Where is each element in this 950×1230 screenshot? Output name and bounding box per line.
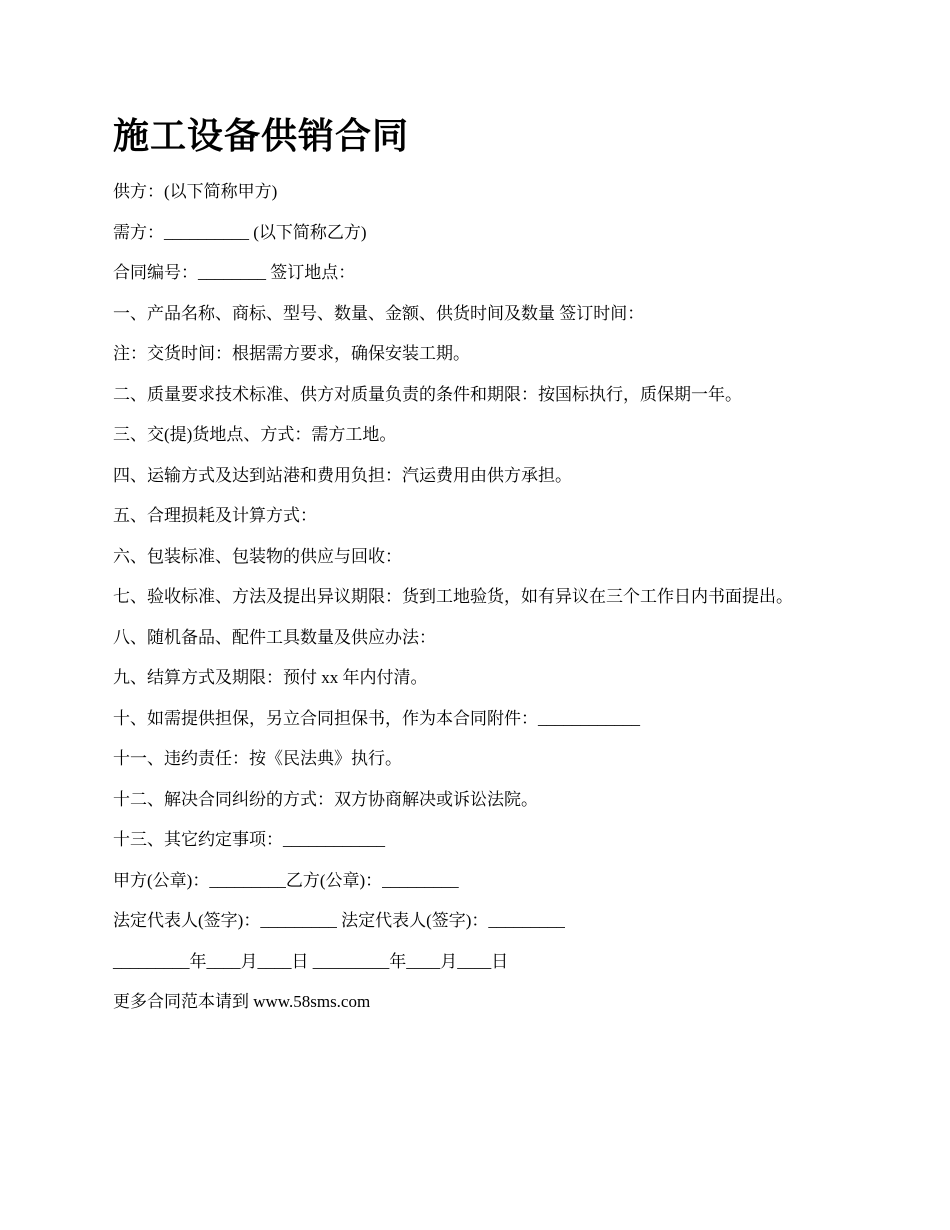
party-seals-line: 甲方(公章)：_________乙方(公章)：_________ — [113, 870, 459, 890]
clause-11-liability: 十一、违约责任：按《民法典》执行。 — [113, 749, 402, 768]
clause-7-acceptance: 七、验收标准、方法及提出异议期限：货到工地验货，如有异议在三个工作日内书面提出。 — [113, 587, 793, 606]
clause-3-delivery-place: 三、交(提)货地点、方式：需方工地。 — [113, 425, 397, 444]
document-title: 施工设备供销合同 — [113, 116, 410, 156]
clause-4-transport: 四、运输方式及达到站港和费用负担：汽运费用由供方承担。 — [113, 465, 572, 485]
clause-2-quality: 二、质量要求技术标准、供方对质量负责的条件和期限：按国标执行，质保期一年。 — [113, 384, 742, 404]
clause-5-loss: 五、合理损耗及计算方式： — [113, 506, 317, 525]
clause-12-disputes: 十二、解决合同纠纷的方式：双方协商解决或诉讼法院。 — [113, 789, 538, 809]
representative-signatures-line: 法定代表人(签字)：_________ 法定代表人(签字)：_________ — [113, 911, 565, 930]
clause-9-settlement: 九、结算方式及期限：预付 xx 年内付清。 — [113, 668, 428, 687]
contract-body — [113, 178, 793, 1029]
supplier-line: 供方：(以下简称甲方) — [113, 182, 278, 201]
footer-more-templates: 更多合同范本请到 www.58sms.com — [113, 992, 371, 1011]
note-delivery-time: 注：交货时间：根据需方要求，确保安装工期。 — [113, 344, 470, 363]
buyer-line: 需方：__________ (以下简称乙方) — [113, 222, 367, 242]
signing-dates-line: _________年____月____日 _________年____月____日 — [113, 951, 509, 971]
clause-1-product: 一、产品名称、商标、型号、数量、金额、供货时间及数量 签订时间： — [113, 303, 645, 323]
clause-10-guarantee: 十、如需提供担保，另立合同担保书，作为本合同附件：____________ — [113, 708, 640, 728]
clause-13-other: 十三、其它约定事项：____________ — [113, 830, 385, 849]
clause-6-packaging: 六、包装标准、包装物的供应与回收： — [113, 546, 402, 566]
contract-number-line: 合同编号：________ 签订地点： — [113, 263, 356, 282]
clause-8-spare-parts: 八、随机备品、配件工具数量及供应办法： — [113, 627, 436, 647]
